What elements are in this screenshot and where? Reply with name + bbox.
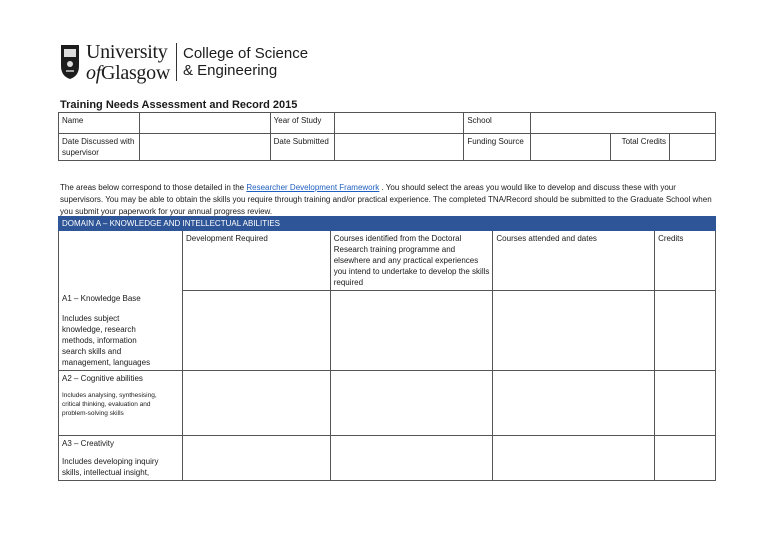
college-line1: College of Science (182, 45, 309, 62)
a2-courses-identified-field[interactable] (330, 370, 493, 435)
courses-identified-header: Courses identified from the Doctoral Research training programme and elsewhere and any practical experiences you intend to undertake to develop the skills required (330, 231, 493, 291)
a3-credits-field[interactable] (655, 435, 716, 480)
year-of-study-label: Year of Study (270, 113, 334, 134)
a2-label-cell (59, 370, 183, 435)
year-of-study-field[interactable] (334, 113, 464, 134)
college-line2: & Engineering (182, 62, 278, 79)
researcher-development-framework-link[interactable]: Researcher Development Framework (246, 183, 380, 192)
total-credits-field[interactable] (670, 134, 716, 161)
a1-courses-identified-field[interactable] (330, 291, 493, 371)
university-line1: University (86, 40, 168, 63)
university-glasgow: Glasgow (100, 61, 170, 84)
a2-title: A2 – Cognitive abilities (62, 373, 143, 383)
a1-courses-attended-field[interactable] (493, 291, 655, 371)
funding-source-label: Funding Source (464, 134, 531, 161)
development-required-header (182, 231, 330, 291)
a2-description: Includes analysing, synthesising, critical thinking, evaluation and problem-solving skills (62, 391, 157, 417)
a1-label-cell (59, 291, 183, 371)
credits-header: Credits (655, 231, 716, 291)
a3-title: A3 – Creativity (62, 438, 115, 448)
date-discussed-field[interactable] (139, 134, 270, 161)
name-label: Name (59, 113, 140, 134)
a2-credits-field[interactable] (655, 370, 716, 435)
a2-development-field[interactable] (182, 370, 330, 435)
date-submitted-label: Date Submitted (270, 134, 334, 161)
development-required-label: Development Required (185, 234, 268, 243)
school-field[interactable] (531, 113, 716, 134)
college-name (183, 45, 308, 79)
a1-description: Includes subject knowledge, research methods, information search skills and management, languages (62, 313, 151, 367)
university-of: of (86, 61, 101, 84)
school-label: School (464, 113, 531, 134)
name-field[interactable] (139, 113, 270, 134)
a3-development-field[interactable] (182, 435, 330, 480)
university-crest-icon (60, 44, 80, 80)
a3-courses-identified-field[interactable] (330, 435, 493, 480)
university-line2 (86, 63, 170, 83)
intro-text-after: . You should select the areas you would like to develop and discuss these with your supervisors. You may be able to obtain the skills you require through training and/or practical experience. The completed TNA/Record should be submitted to the Graduate School when you submit your paperwork for your annual progress review. (60, 183, 712, 216)
page-title: Training Needs Assessment and Record 2015 (60, 99, 298, 111)
a3-courses-attended-field[interactable] (493, 435, 655, 480)
a3-label-cell (59, 435, 183, 480)
total-credits-label: Total Credits (611, 134, 670, 161)
a3-description: Includes developing inquiry skills, intellectual insight, (62, 456, 159, 477)
domain-a-table (58, 216, 716, 481)
courses-attended-header: Courses attended and dates (493, 231, 655, 291)
a1-title: A1 – Knowledge Base (62, 293, 141, 303)
a1-credits-field[interactable] (655, 291, 716, 371)
a1-development-field[interactable] (182, 291, 330, 371)
intro-text-before: The areas below correspond to those detailed in the (60, 183, 247, 192)
intro-paragraph (60, 182, 720, 218)
funding-source-field[interactable] (531, 134, 611, 161)
date-discussed-label: Date Discussed with supervisor (59, 134, 140, 161)
university-logo (60, 41, 308, 83)
a2-courses-attended-field[interactable] (493, 370, 655, 435)
university-wordmark (86, 42, 170, 83)
domain-a-title: DOMAIN A – KNOWLEDGE AND INTELLECTUAL ABILITIES (59, 217, 716, 231)
info-table (58, 112, 716, 161)
row-label-header-cell (59, 231, 183, 291)
date-submitted-field[interactable] (334, 134, 464, 161)
logo-divider (176, 43, 177, 81)
